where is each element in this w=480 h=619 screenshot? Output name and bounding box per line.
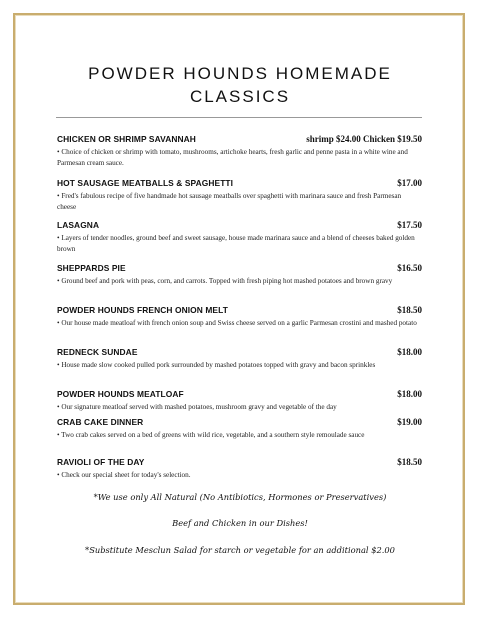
item-name: RAVIOLI OF THE DAY xyxy=(57,457,145,467)
menu-item xyxy=(57,178,422,220)
item-description: • Our house made meatloaf with french onion soup and Swiss cheese served on a garlic Parmesan crostini and mashed potato xyxy=(57,319,417,327)
menu-title-line1: POWDER HOUNDS HOMEMADE xyxy=(88,64,392,83)
item-price: $18.00 xyxy=(397,347,422,357)
item-name: CHICKEN OR SHRIMP SAVANNAH xyxy=(57,134,196,144)
menu-item xyxy=(57,134,422,178)
item-price: shrimp $24.00 Chicken $19.50 xyxy=(306,134,422,144)
item-price: $18.50 xyxy=(397,305,422,315)
menu-item xyxy=(57,305,422,347)
footer-note-natural: *We use only All Natural (No Antibiotics, Hormones or Preservatives) xyxy=(93,492,387,502)
item-description: • Choice of chicken or shrimp with tomato, mushrooms, artichoke hearts, fresh garlic and penne pasta in a white wine and Parmesan cream sauce. xyxy=(57,148,408,167)
item-price: $18.50 xyxy=(397,457,422,467)
menu-item xyxy=(57,220,422,263)
item-description: • Fred's fabulous recipe of five handmade hot sausage meatballs over spaghetti with marinara sauce and fresh Parmesan cheese xyxy=(57,192,402,211)
item-name: LASAGNA xyxy=(57,220,100,230)
title-divider xyxy=(56,117,422,118)
item-price: $19.00 xyxy=(397,417,422,427)
item-description: • Our signature meatloaf served with mashed potatoes, mushroom gravy and vegetable of the day xyxy=(57,403,337,411)
item-name: CRAB CAKE DINNER xyxy=(57,417,144,427)
item-description: • Ground beef and pork with peas, corn, and carrots. Topped with fresh piping hot mashed potatoes and brown gravy xyxy=(57,277,393,285)
item-description: • House made slow cooked pulled pork surrounded by mashed potatoes topped with gravy and bacon sprinkles xyxy=(57,361,376,369)
item-price: $17.00 xyxy=(397,178,422,188)
item-name: POWDER HOUNDS MEATLOAF xyxy=(57,389,184,399)
item-name: SHEPPARDS PIE xyxy=(57,263,126,273)
item-name: HOT SAUSAGE MEATBALLS & SPAGHETTI xyxy=(57,178,234,188)
menu-item xyxy=(57,417,422,457)
item-price: $16.50 xyxy=(397,263,422,273)
menu-item xyxy=(57,263,422,305)
item-description: • Check our special sheet for today's selection. xyxy=(57,471,191,479)
menu-title-line2: CLASSICS xyxy=(189,87,291,106)
menu-item xyxy=(57,457,422,485)
footer-note-substitute: *Substitute Mesclun Salad for starch or vegetable for an additional $2.00 xyxy=(85,545,395,555)
menu-item xyxy=(57,347,422,389)
item-name: POWDER HOUNDS FRENCH ONION MELT xyxy=(57,305,228,315)
item-price: $17.50 xyxy=(397,220,422,230)
menu-item-list xyxy=(57,134,422,485)
item-price: $18.00 xyxy=(397,389,422,399)
item-name: REDNECK SUNDAE xyxy=(57,347,138,357)
footer-note-beef-chicken: Beef and Chicken in our Dishes! xyxy=(172,518,308,528)
item-description: • Two crab cakes served on a bed of greens with wild rice, vegetable, and a southern style remoulade sauce xyxy=(57,431,365,439)
menu-item xyxy=(57,389,422,417)
item-description: • Layers of tender noodles, ground beef and sweet sausage, house made marinara sauce and a blend of cheeses baked golden brown xyxy=(57,234,415,253)
